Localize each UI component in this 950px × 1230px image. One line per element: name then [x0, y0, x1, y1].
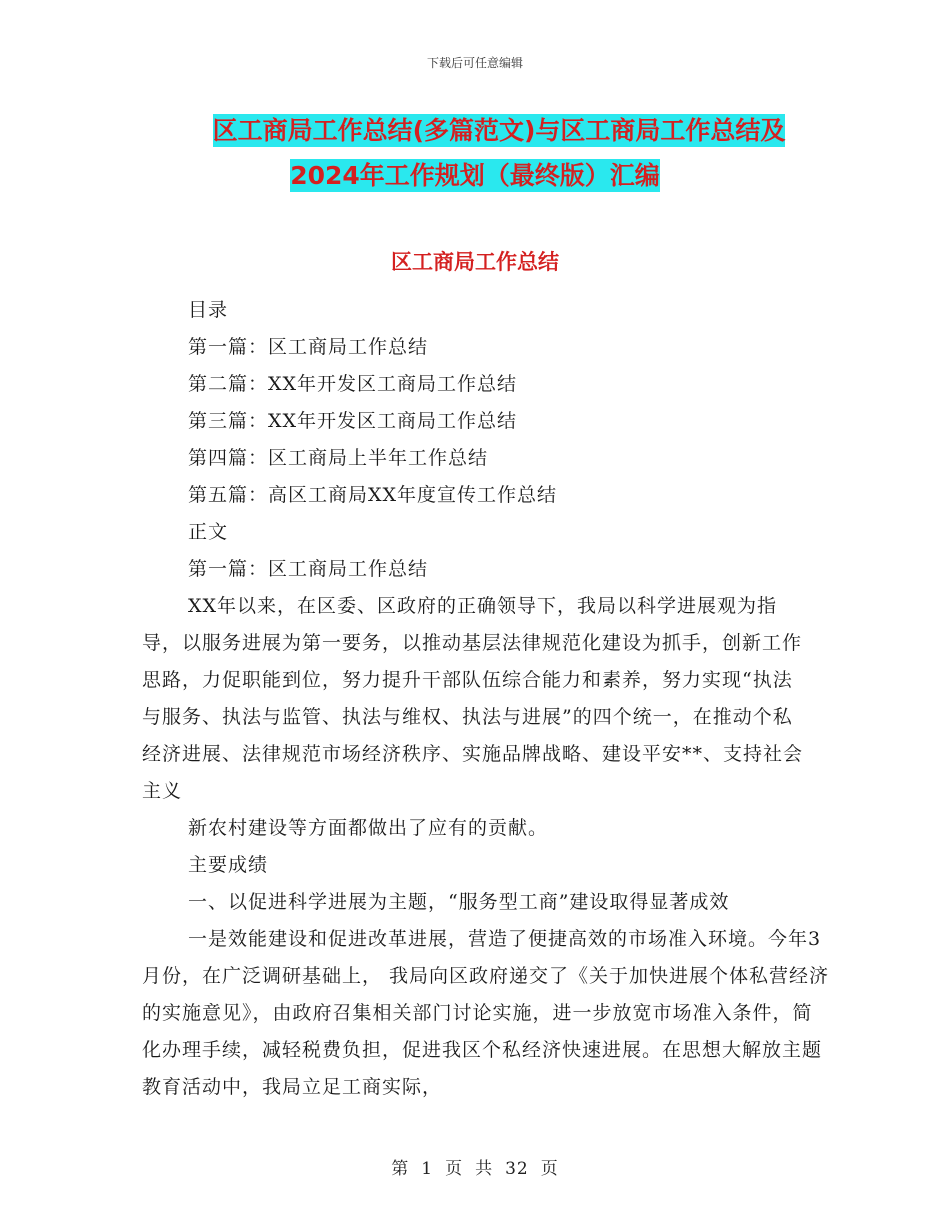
page-footer: [0, 1154, 950, 1179]
paragraph: 新农村建设等方面都做出了应有的贡献。: [188, 817, 549, 839]
title-line-2: 2024年工作规划（最终版）汇编: [290, 161, 660, 190]
page-header: 下载后可任意编辑: [426, 56, 523, 70]
paragraph: XX年以来，在区委、区政府的正确领导下，我局以科学进展观为指导，以服务进展为第一要务，以推动基层法律规范化建设为抓手，创新工作思路，力促职能到位，努力提升干部队伍综合能力和素养，努力实现“执法与服务、执法与监管、执法与维权、执法与进展”的四个统一，在推动个私经济进展、法律规范市场经济秩序、实施品牌战略、建设平安**、支持社会主义: [142, 595, 804, 802]
page-unit: 页: [445, 1159, 464, 1179]
total-pages: 32: [505, 1159, 529, 1179]
part-title: 第一篇：区工商局工作总结: [188, 558, 429, 580]
page-label: 第: [391, 1159, 410, 1179]
document-body: [142, 292, 830, 1106]
total-unit: 页: [540, 1159, 559, 1179]
list-item: 一、以促进科学进展为主题，“服务型工商”建设取得显著成效: [188, 891, 730, 913]
paragraph: 一是效能建设和促进改革进展，营造了便捷高效的市场准入环境。今年3月份，在广泛调研基础上， 我局向区政府递交了《关于加快进展个体私营经济的实施意见》，由政府召集相关部门讨论实施，进一步放宽市场准入条件，简化办理手续，减轻税费负担，促进我区个私经济快速进展。在思想大解放主题教育活动中，我局立足工商实际，: [142, 928, 830, 1098]
body-heading: 正文: [188, 521, 229, 543]
toc-item: 第二篇：XX年开发区工商局工作总结: [188, 373, 518, 395]
section-title: 区工商局工作总结: [391, 250, 559, 274]
toc-item: 第四篇：区工商局上半年工作总结: [188, 447, 489, 469]
section-heading: 主要成绩: [188, 854, 269, 876]
toc-item: 第一篇：区工商局工作总结: [188, 336, 429, 358]
page-number: 1: [421, 1159, 434, 1179]
total-label: 共: [475, 1159, 494, 1179]
document-title: [0, 108, 950, 198]
toc-item: 第五篇：高区工商局XX年度宣传工作总结: [188, 484, 558, 506]
toc-heading: 目录: [188, 299, 229, 321]
title-line-1: 区工商局工作总结(多篇范文)与区工商局工作总结及: [212, 116, 786, 145]
toc-item: 第三篇：XX年开发区工商局工作总结: [188, 410, 518, 432]
